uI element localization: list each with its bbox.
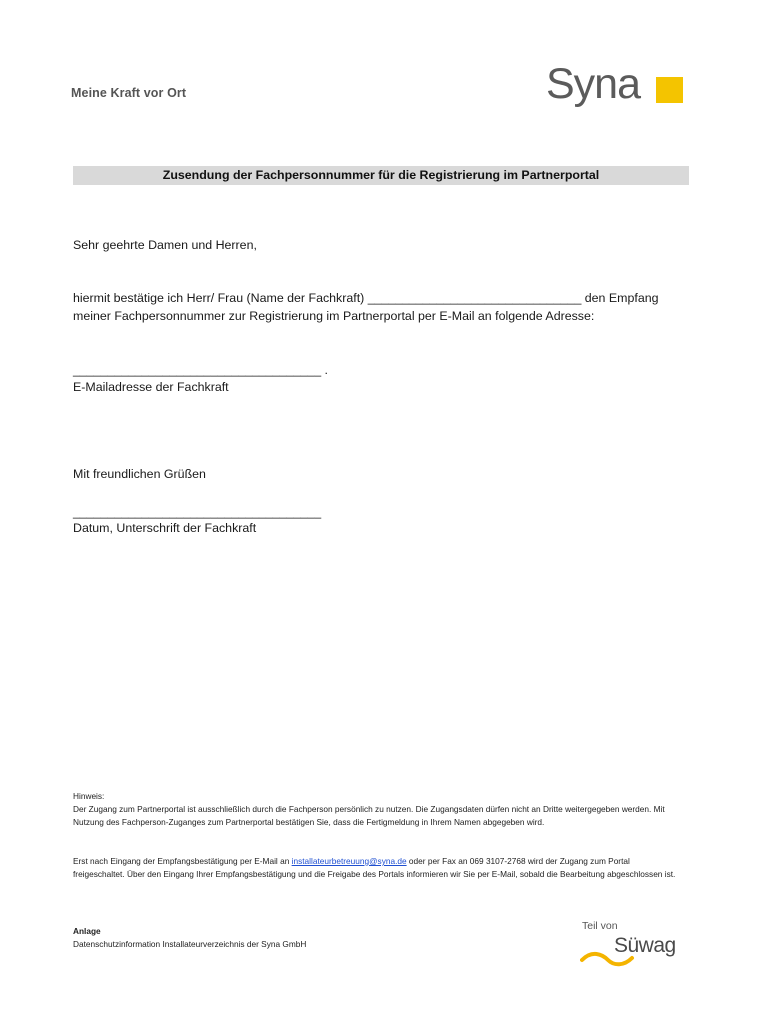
anlage-text: Datenschutzinformation Installateurverzeichnis der Syna GmbH: [73, 939, 307, 949]
hint-text-1: Der Zugang zum Partnerportal ist ausschließlich durch die Fachperson persönlich zu nutzen. Die Zugangsdaten dürfen nicht an Dritte weitergegeben werden. Mit Nutzung des Fachperson-Zuganges zum Partnerportal bestätigen Sie, dass die Fertigmeldung in Ihrem Namen abgegeben wird.: [73, 804, 665, 827]
email-fill-line: ____________________________________ .: [73, 363, 328, 377]
hint-label: Hinweis:: [73, 791, 105, 801]
teil-von-label: Teil von: [582, 920, 618, 932]
hint-text-2-after: oder per Fax an 069 3107-2768 wird der Zugang zum Portal freigeschaltet. Über den Eingang Ihrer Empfangsbestätigung und die Freigabe des Portals informieren wir Sie per E-Mail, sobald die Bearbeitung abgeschlossen ist.: [73, 856, 676, 879]
suewag-logo: [580, 932, 685, 970]
document-title: Zusendung der Fachpersonnummer für die Registrierung im Partnerportal: [162, 168, 600, 182]
hint-text-2: [73, 855, 683, 881]
salutation: Sehr geehrte Damen und Herren,: [73, 238, 257, 252]
closing: Mit freundlichen Grüßen: [73, 467, 206, 481]
signature-label: Datum, Unterschrift der Fachkraft: [73, 521, 257, 535]
signature-fill-line: ____________________________________: [73, 505, 322, 519]
confirmation-paragraph: hiermit bestätige ich Herr/ Frau (Name der Fachkraft) _______________________________ den Empfang meiner Fachpersonnummer zur Registrierung im Partnerportal per E-Mail an folgende Adresse:: [73, 291, 659, 323]
suewag-logo-text: Süwag: [614, 934, 676, 957]
hint-text-2-before: Erst nach Eingang der Empfangsbestätigung per E-Mail an: [73, 856, 292, 866]
email-label: E-Mailadresse der Fachkraft: [73, 380, 229, 394]
email-link[interactable]: installateurbetreuung@syna.de: [291, 856, 407, 866]
tagline: Meine Kraft vor Ort: [71, 86, 187, 100]
syna-logo: [546, 60, 686, 112]
anlage-label: Anlage: [73, 926, 101, 936]
syna-logo-text: Syna: [546, 60, 641, 108]
title-bar: [73, 166, 689, 185]
syna-logo-square-icon: [656, 77, 683, 103]
